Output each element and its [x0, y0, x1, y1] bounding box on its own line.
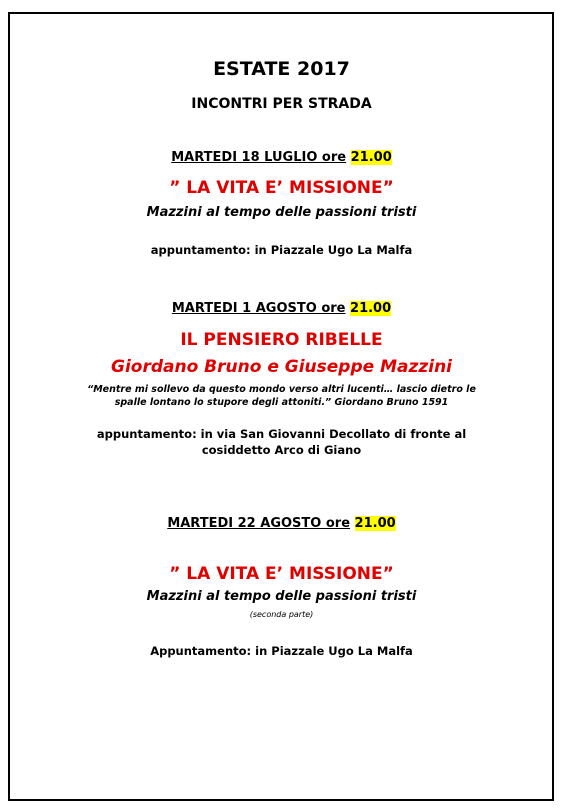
event-1-date: MARTEDI 18 LUGLIO ore: [171, 150, 347, 165]
event-2-title: IL PENSIERO RIBELLE: [180, 330, 383, 350]
event-2-appointment-line-2: cosiddetto Arco di Giano: [201, 443, 362, 457]
event-3-appointment: Appuntamento: in Piazzale Ugo La Malfa: [150, 644, 413, 658]
event-3-note: (seconda parte): [249, 610, 314, 619]
page-title: ESTATE 2017: [213, 58, 350, 80]
page-subtitle: INCONTRI PER STRADA: [191, 96, 372, 112]
event-3-date-line: [0, 516, 563, 531]
event-1-appointment: appuntamento: in Piazzale Ugo La Malfa: [150, 243, 413, 257]
event-3-subtitle: Mazzini al tempo delle passioni tristi: [146, 589, 417, 604]
event-2-quote-line-2: spalle lontano lo stupore degli attoniti.” Giordano Bruno 1591: [114, 397, 449, 408]
event-2-time: 21.00: [350, 301, 392, 316]
event-2-appointment-line-1: appuntamento: in via San Giovanni Decollato di fronte al: [96, 427, 467, 441]
event-1-title: ” LA VITA E’ MISSIONE”: [169, 178, 394, 198]
event-2-quote-line-1: “Mentre mi sollevo da questo mondo verso altri lucenti… lascio dietro le: [87, 384, 476, 395]
event-3-title: ” LA VITA E’ MISSIONE”: [169, 564, 394, 584]
event-2-date-line: [0, 301, 563, 316]
event-3-date: MARTEDI 22 AGOSTO ore: [167, 516, 351, 531]
event-2-subtitle: Giordano Bruno e Giuseppe Mazzini: [110, 357, 453, 377]
event-1-date-line: [0, 150, 563, 165]
event-1-time: 21.00: [350, 150, 392, 165]
event-3-time: 21.00: [354, 516, 396, 531]
event-1-subtitle: Mazzini al tempo delle passioni tristi: [146, 205, 417, 220]
event-2-date: MARTEDI 1 AGOSTO ore: [171, 301, 346, 316]
